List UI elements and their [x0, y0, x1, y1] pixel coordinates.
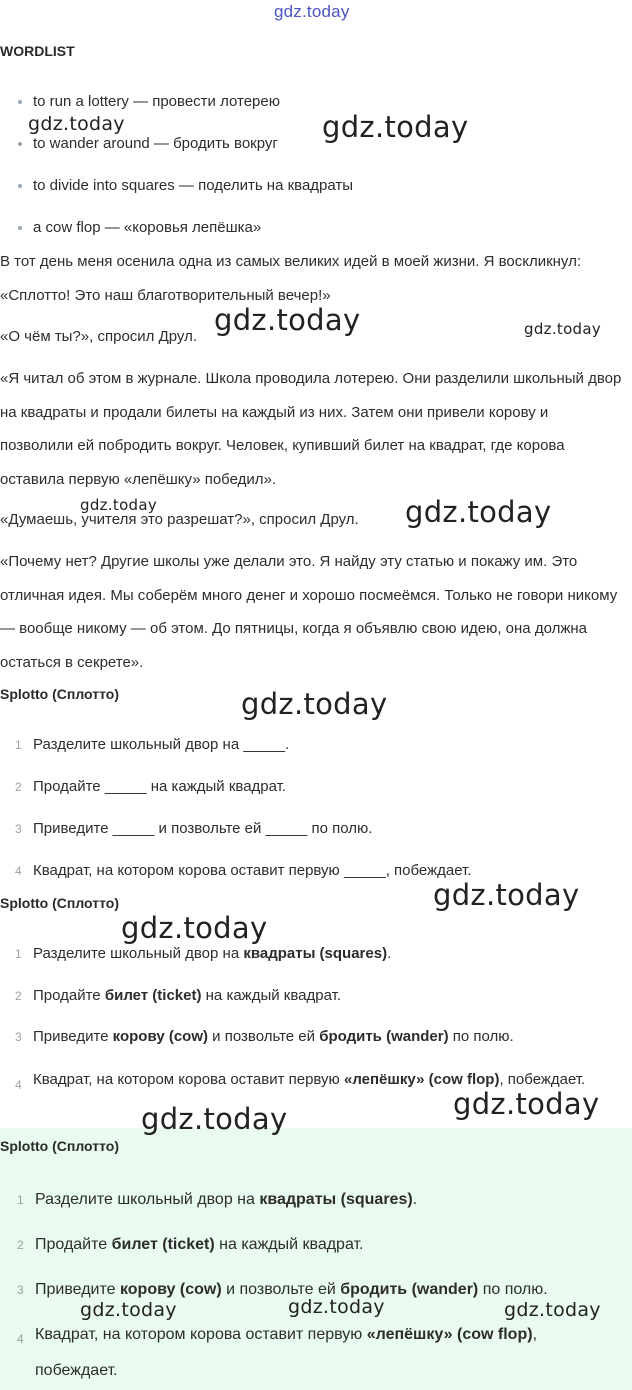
item-number: 3: [17, 1283, 24, 1297]
watermark: gdz.today: [80, 1299, 177, 1321]
watermark: gdz.today: [214, 303, 361, 337]
item-text: Продайте _____ на каждый квадрат.: [33, 778, 287, 795]
task-title: Splotto (Сплотто): [0, 686, 119, 702]
story-paragraph-4: «Думаешь, учителя это разрешат?», спросил Друл.: [0, 511, 359, 528]
item-number: 1: [17, 1193, 24, 1207]
answer-item: 1 Разделите школьный двор на квадраты (squares).: [0, 940, 600, 982]
watermark: gdz.today: [241, 687, 388, 721]
story-paragraph-2: «О чём ты?», спросил Друл.: [0, 328, 198, 345]
watermark: gdz.today: [322, 110, 469, 144]
task-item: [0, 815, 620, 857]
watermark: gdz.today: [288, 1296, 385, 1318]
answer-box-item: 4 Квадрат, на котором корова оставит первую «лепёшку» (cow flop), побеждает.: [0, 1317, 620, 1389]
answer-item: 3 Приведите корову (cow) и позвольте ей бродить (wander) по полю.: [0, 1023, 600, 1066]
answer-box-list: [0, 1186, 620, 1389]
item-number: 3: [15, 822, 22, 836]
watermark: gdz.today: [524, 320, 602, 338]
watermark: gdz.today: [141, 1102, 288, 1136]
story-paragraph-3: «Я читал об этом в журнале. Школа проводила лотерею. Они разделили школьный двор на квадраты и продали билеты на каждый из них. Затем они привели корову и позволили ей побродить вокруг. Человек, купивший билет на квадрат, где корова оставила первую «лепёшку» победил».: [0, 370, 622, 488]
item-number: 1: [15, 738, 22, 752]
item-text: Разделите школьный двор на _____.: [33, 736, 290, 753]
item-number: 4: [15, 864, 22, 878]
watermark: gdz.today: [453, 1087, 600, 1121]
item-number: 3: [15, 1030, 22, 1044]
item-number: 2: [15, 989, 22, 1003]
story-paragraph-1: В тот день меня осенила одна из самых великих идей в моей жизни. Я воскликнул: «Сплотто! Это наш благотворительный вечер!»: [0, 253, 582, 304]
wordlist-item: to run a lottery — провести лотерею: [18, 88, 353, 130]
answer-list: [0, 940, 600, 1099]
task-list: [0, 731, 620, 891]
item-number: 4: [17, 1332, 24, 1346]
item-number: 2: [17, 1238, 24, 1252]
item-text: Квадрат, на котором корова оставит первую _____, побеждает.: [33, 862, 472, 879]
answer-box-item: 2 Продайте билет (ticket) на каждый квадрат.: [0, 1231, 620, 1276]
watermark: gdz.today: [405, 495, 552, 529]
watermark: gdz.today: [80, 496, 158, 514]
item-number: 2: [15, 780, 22, 794]
item-number: 4: [15, 1078, 22, 1092]
wordlist-item: to wander around — бродить вокруг: [18, 130, 353, 172]
watermark: gdz.today: [504, 1299, 601, 1321]
watermark: gdz.today: [121, 911, 268, 945]
answer-box-title: Splotto (Сплотто): [0, 1138, 119, 1154]
watermark: gdz.today: [433, 878, 580, 912]
answer-title: Splotto (Сплотто): [0, 895, 119, 911]
task-item: [0, 731, 620, 773]
wordlist-item: a cow flop — «коровья лепёшка»: [18, 214, 353, 256]
story-paragraph-5: «Почему нет? Другие школы уже делали это. Я найду эту статью и покажу им. Это отличная идея. Мы соберём много денег и хорошо посмеёмся. Только не говори никому — вообще никому — об этом. До пятницы, когда я объявлю свою идею, она должна остаться в секрете».: [0, 553, 618, 671]
answer-item: 4 Квадрат, на котором корова оставит первую «лепёшку» (cow flop), побеждает.: [0, 1061, 600, 1099]
top-watermark: gdz.today: [274, 2, 350, 21]
answer-item: 2 Продайте билет (ticket) на каждый квадрат.: [0, 982, 600, 1023]
wordlist-item: to divide into squares — поделить на квадраты: [18, 172, 353, 214]
item-number: 1: [15, 947, 22, 961]
answer-box-item: 3 Приведите корову (cow) и позвольте ей бродить (wander) по полю.: [0, 1276, 620, 1321]
wordlist-heading: WORDLIST: [0, 43, 75, 59]
task-item: [0, 773, 620, 815]
answer-box-item: 1 Разделите школьный двор на квадраты (squares).: [0, 1186, 620, 1231]
watermark: gdz.today: [28, 113, 125, 135]
item-text: Приведите _____ и позвольте ей _____ по полю.: [33, 820, 373, 837]
